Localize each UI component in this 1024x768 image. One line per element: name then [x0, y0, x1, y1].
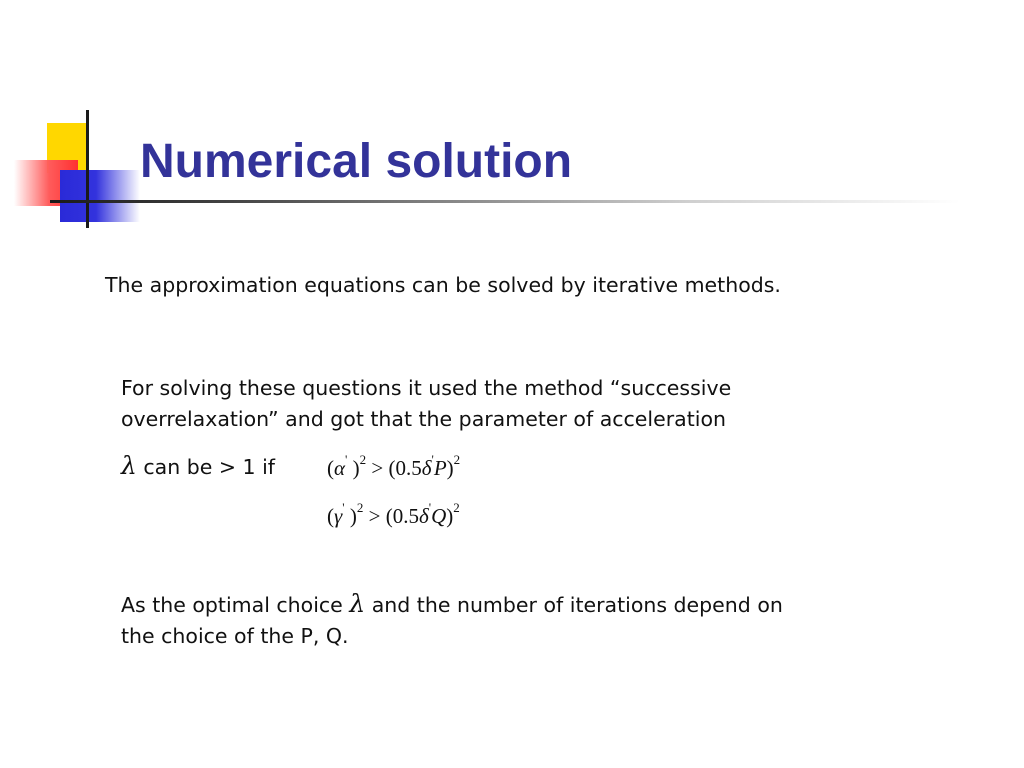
eq1-delta-symbol: δ	[421, 456, 432, 480]
eq2-delta-symbol: δ	[418, 504, 429, 528]
method-paragraph	[121, 373, 821, 435]
condition-row	[121, 450, 275, 483]
eq1-param: P	[433, 456, 447, 480]
eq2-relation: > (0.5	[363, 504, 419, 528]
eq2-prime: '	[342, 500, 345, 515]
eq1-relation: > (0.5	[366, 456, 422, 480]
eq2-param: Q	[431, 504, 447, 528]
corner-decoration	[0, 0, 160, 240]
eq1-close2: )	[446, 456, 454, 480]
eq1-close: )	[352, 456, 360, 480]
eq2-close2: )	[446, 504, 454, 528]
method-line-2: overrelaxation” and got that the parameter of acceleration	[121, 407, 726, 431]
alpha-symbol: α	[334, 456, 346, 480]
conclusion-line-2: the choice of the P, Q.	[121, 624, 349, 648]
eq2-exponent: 2	[356, 500, 364, 515]
eq2-open: (	[327, 504, 334, 528]
equation-alpha	[327, 452, 460, 481]
eq2-close: )	[349, 504, 357, 528]
conclusion-text-after: and the number of iterations depend on	[365, 593, 783, 617]
slide-title: Numerical solution	[140, 135, 573, 188]
eq2-delta-prime: '	[428, 500, 432, 515]
condition-text: can be > 1 if	[136, 455, 276, 479]
eq1-prime: '	[345, 452, 348, 467]
vertical-rule	[86, 110, 89, 228]
conclusion-paragraph	[121, 588, 881, 652]
eq2-exponent2: 2	[453, 500, 460, 515]
gamma-symbol: γ	[334, 504, 343, 528]
conclusion-text-before: As the optimal choice	[121, 593, 350, 617]
eq1-open: (	[327, 456, 334, 480]
lambda-symbol: λ	[121, 451, 137, 480]
equation-gamma	[327, 500, 460, 529]
intro-paragraph: The approximation equations can be solved by iterative methods.	[105, 273, 781, 297]
eq1-exponent2: 2	[453, 452, 461, 467]
eq1-exponent: 2	[359, 452, 367, 467]
eq1-delta-prime: '	[431, 452, 434, 467]
lambda-symbol-inline: λ	[349, 589, 366, 618]
title-underline	[50, 200, 960, 203]
method-line-1: For solving these questions it used the method “successive	[121, 376, 732, 400]
blue-square	[60, 170, 140, 222]
